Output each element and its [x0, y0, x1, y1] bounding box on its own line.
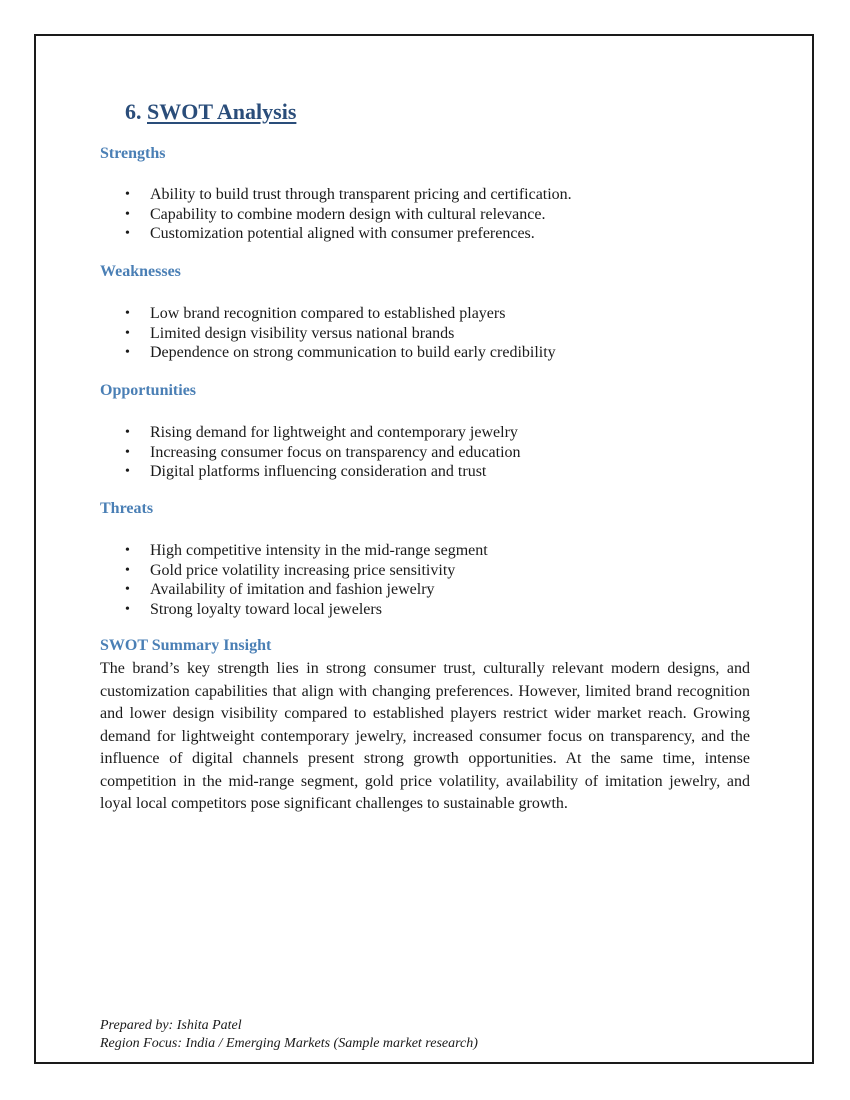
bullet-icon: • [125, 325, 130, 341]
bullet-icon: • [125, 464, 130, 479]
opportunities-heading: Opportunities [100, 382, 197, 399]
strengths-list [100, 185, 572, 244]
prepared-by: Prepared by: Ishita Patel [100, 1018, 242, 1033]
bullet-icon: • [125, 187, 130, 202]
threats-heading: Threats [100, 500, 154, 517]
region-focus: Region Focus: India / Emerging Markets (Sample market research) [100, 1036, 478, 1051]
list-item: • Increasing consumer focus on transparency and education [125, 443, 521, 461]
opportunities-list [100, 423, 521, 482]
bullet-icon: • [125, 562, 130, 578]
list-item: • Low brand recognition compared to established players [125, 305, 506, 322]
list-item: • High competitive intensity in the mid-range segment [125, 542, 488, 559]
list-item: • Digital platforms influencing consideration and trust [125, 463, 487, 480]
weaknesses-list [100, 304, 556, 363]
bullet-icon: • [125, 345, 130, 360]
bullet-icon: • [125, 444, 130, 460]
list-item: • Availability of imitation and fashion jewelry [125, 581, 435, 598]
bullet-icon: • [125, 543, 130, 558]
list-item: • Limited design visibility versus national brands [125, 324, 455, 342]
summary-heading: SWOT Summary Insight [100, 637, 272, 654]
list-item: • Strong loyalty toward local jewelers [125, 600, 382, 618]
strengths-heading: Strengths [100, 145, 166, 162]
list-item: • Gold price volatility increasing price sensitivity [125, 561, 456, 579]
list-item: • Rising demand for lightweight and contemporary jewelry [125, 424, 518, 441]
bullet-icon: • [125, 226, 130, 241]
list-item: • Dependence on strong communication to build early credibility [125, 344, 556, 361]
list-item: • Ability to build trust through transparent pricing and certification. [125, 186, 572, 203]
weaknesses-heading: Weaknesses [100, 263, 181, 280]
section-title [125, 99, 296, 125]
section-number: 6. [125, 99, 142, 124]
bullet-icon: • [125, 425, 130, 440]
section-title-text: SWOT Analysis [147, 99, 297, 124]
footer [100, 1017, 478, 1053]
bullet-icon: • [125, 306, 130, 321]
bullet-icon: • [125, 582, 130, 597]
list-item: • Customization potential aligned with consumer preferences. [125, 225, 535, 242]
bullet-icon: • [125, 206, 130, 222]
bullet-icon: • [125, 601, 130, 617]
summary-paragraph: The brand’s key strength lies in strong consumer trust, culturally relevant modern designs, and customization capabilities that align with changing preferences. However, limited brand recognition and lower design visibility compared to established players restrict wider market reach. Growing demand for lightweight contemporary jewelry, increased consumer focus on transparency, and the influence of digital channels present strong growth opportunities. At the same time, intense competition in the mid-range segment, gold price volatility, availability of imitation jewelry, and loyal local competitors pose significant challenges to sustainable growth. [100, 660, 750, 812]
threats-list [100, 541, 488, 619]
list-item: • Capability to combine modern design with cultural relevance. [125, 205, 546, 223]
